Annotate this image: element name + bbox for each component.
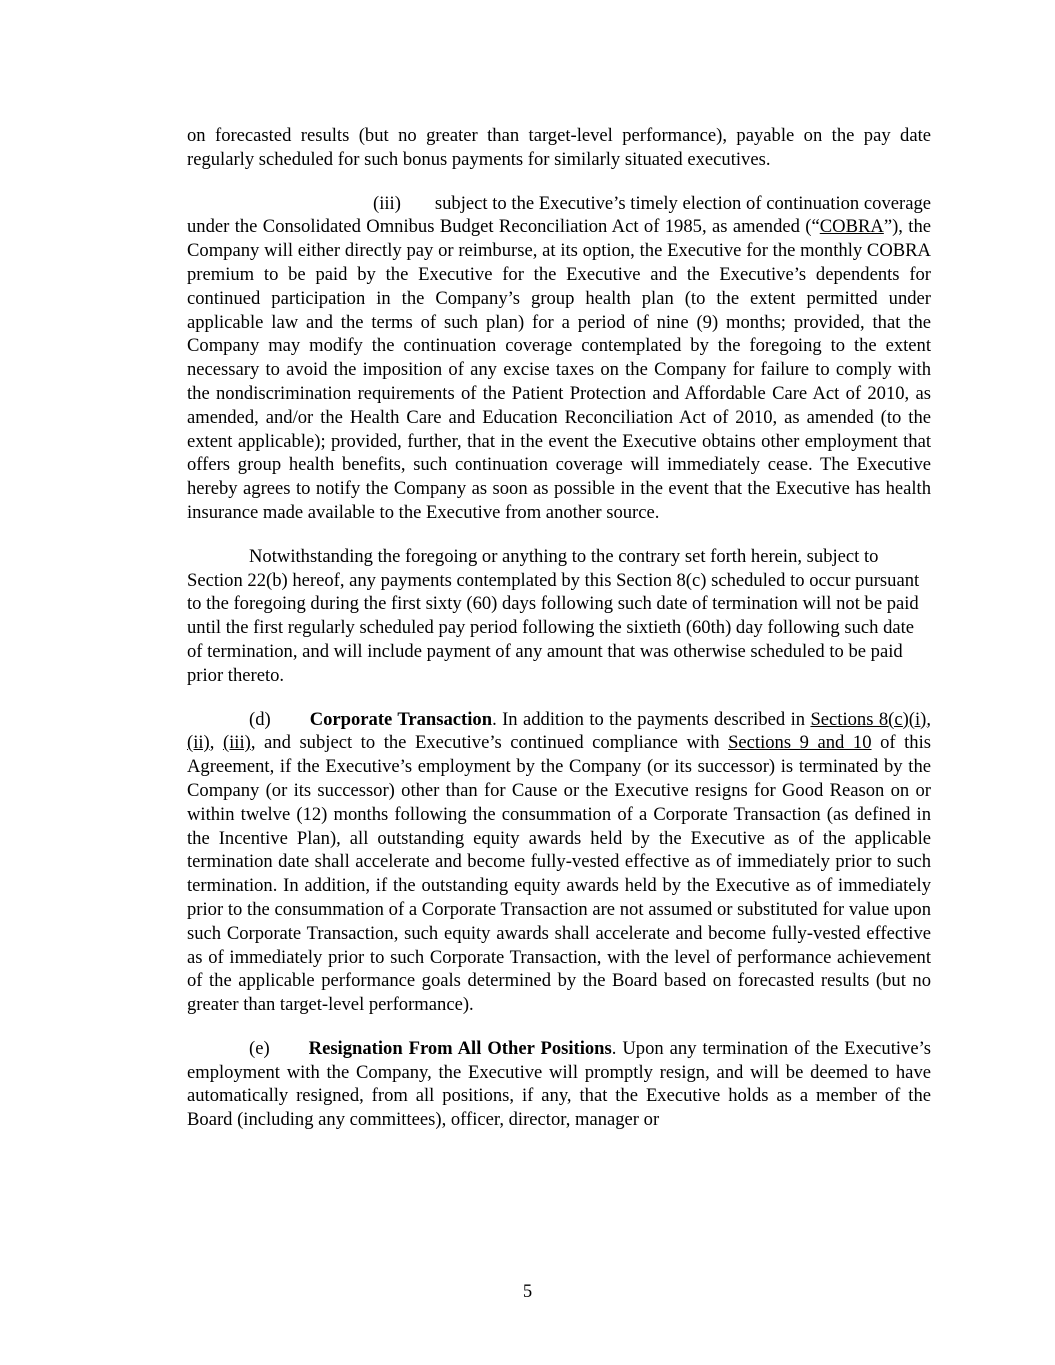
section-marker-e: (e) — [249, 1037, 270, 1059]
cobra-defined-term: COBRA — [819, 216, 884, 238]
section-heading-corporate-transaction: Corporate Transaction — [309, 708, 493, 730]
paragraph-d-text-1: . In addition to the payments described in — [492, 708, 811, 730]
paragraph-e — [187, 1037, 931, 1132]
separator: , — [209, 732, 223, 754]
paragraph-e-text-1: . Upon any termination of the Executive’s employment with the Company, the Executive will promptly resign, and will be deemed to have automatically resigned, from all positions, if any, that the Executive holds as a member of the Board (including any committees), officer, director, manager or — [187, 1037, 931, 1131]
section-reference-9-and-10: Sections 9 and 10 — [728, 732, 872, 754]
section-marker-iii: (iii) — [373, 192, 401, 214]
separator: , — [926, 708, 931, 730]
section-marker-d: (d) — [249, 708, 271, 730]
paragraph-iii-text-1: subject to the Executive’s timely election of continuation coverage under the Consolidated Omnibus Budget Reconciliation Act of 1985, as amended (“ — [187, 192, 931, 238]
paragraph-d — [187, 708, 931, 1017]
paragraph-notwithstanding — [187, 545, 931, 688]
paragraph-iii — [187, 192, 931, 525]
page-number: 5 — [522, 1281, 533, 1302]
paragraph-iii-text-2: ”), the Company will either directly pay or reimburse, at its option, the Executive for the monthly COBRA premium to be paid by the Executive for the Executive and the Executive’s dependents for continued participation in the Company’s group health plan (to the extent permitted under applicable law and the terms of such plan) for a period of nine (9) months; provided, that the Company may modify the continuation coverage contemplated by the foregoing to the extent necessary to avoid the imposition of any excise taxes on the Company for failure to comply with the nondiscrimination requirements of the Patient Protection and Affordable Care Act of 2010, as amended, and/or the Health Care and Education Reconciliation Act of 2010, as amended (to the extent applicable); provided, further, that in the event the Executive obtains other employment that offers group health benefits, such continuation coverage will immediately cease. The Executive hereby agrees to notify the Company as soon as possible in the event that the Executive has health insurance made available to the Executive from another source. — [187, 216, 931, 523]
paragraph-d-text-3: of this Agreement, if the Executive’s employment by the Company (or its successor) is terminated by the Company (or its successor) other than for Cause or the Executive resigns for Good Reason on or within twelve (12) months following the consummation of a Corporate Transaction (as defined in the Incentive Plan), all outstanding equity awards held by the Executive as of the applicable termination date shall accelerate and become fully-vested effective as of immediately prior to such termination. In addition, if the outstanding equity awards held by the Executive as of immediately prior to the consummation of a Corporate Transaction are not assumed or substituted for value upon such Corporate Transaction, such equity awards shall accelerate and become fully-vested effective as of immediately prior to such Corporate Transaction, with the level of performance achievement of the applicable performance goals determined by the Board based on forecasted results (but no greater than target-level performance). — [187, 732, 931, 1016]
paragraph-d-text-2: , and subject to the Executive’s continued compliance with — [250, 732, 729, 754]
document-page — [187, 124, 931, 1152]
section-reference-ii: (ii) — [187, 732, 210, 754]
paragraph-continuation — [187, 124, 931, 172]
section-reference-8ci: Sections 8(c)(i) — [810, 708, 927, 730]
section-reference-iii: (iii) — [222, 732, 251, 754]
section-heading-resignation: Resignation From All Other Positions — [308, 1037, 612, 1059]
paragraph-notwithstanding-text: Notwithstanding the foregoing or anything to the contrary set forth herein, subject to Section 22(b) hereof, any payments contemplated by this Section 8(c) scheduled to occur pursuant to the foregoing during the first sixty (60) days following such date of termination will not be paid until the first regularly scheduled pay period following the sixtieth (60th) day following such date of termination, and will include payment of any amount that was otherwise scheduled to be paid prior thereto. — [187, 545, 920, 686]
paragraph-continuation-text: on forecasted results (but no greater than target-level performance), payable on the pay date regularly scheduled for such bonus payments for similarly situated executives. — [187, 125, 931, 170]
